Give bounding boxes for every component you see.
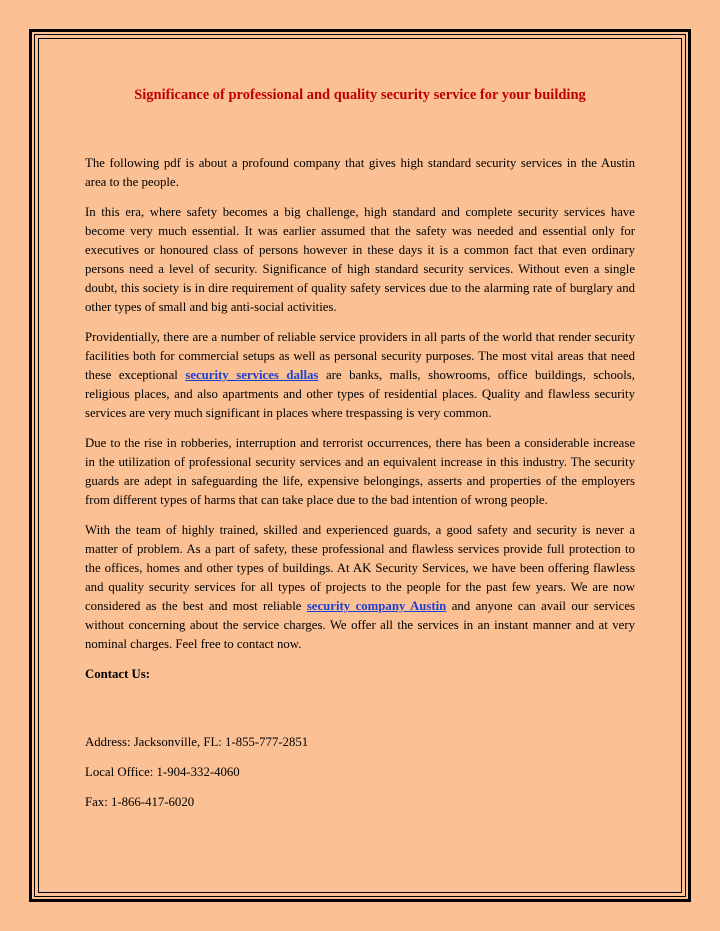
paragraph-intro: The following pdf is about a profound company that gives high standard security services in the Austin area to the people.	[85, 156, 635, 189]
paragraph-team	[85, 521, 635, 654]
security-company-austin-link[interactable]: security company Austin	[306, 599, 447, 613]
paragraph-robberies: Due to the rise in robberies, interruption and terrorist occurrences, there has been a considerable increase in the utilization of professional security services and an equivalent increase in this industry. The security guards are adept in safeguarding the life, expensive belongings, asserts and properties of the employers from different types of harms that can take place due to the bad intention of wrong people.	[85, 436, 635, 507]
contact-fax: Fax: 1-866-417-6020	[85, 795, 195, 809]
paragraph-safety-era: In this era, where safety becomes a big challenge, high standard and complete security services have become very much essential. It was earlier assumed that the safety was needed and essential only for executives or honoured class of persons however in these days it is a common fact that even ordinary persons need a level of security. Significance of high standard security services. Without even a single doubt, this society is in dire requirement of quality safety services due to the alarming rate of burglary and other types of small and big anti-social activities.	[85, 205, 635, 314]
contact-local-office: Local Office: 1-904-332-4060	[85, 765, 240, 779]
paragraph-team-text-2: and anyone can avail our services without concerning about the service charges. We offer all the services in an instant manner and at very nominal charges. Feel free to contact now.	[85, 599, 636, 651]
security-services-dallas-link[interactable]: security services dallas	[185, 368, 319, 382]
contact-heading: Contact Us:	[85, 667, 151, 681]
paragraph-providers-text-2: are banks, malls, showrooms, office buildings, schools, religious places, and also apartments and other types of residential places. Quality and flawless security services are very much significant in places where trespassing is very common.	[85, 368, 635, 420]
paragraph-team-text-1: With the team of highly trained, skilled and experienced guards, a good safety and security is never a matter of problem. As a part of safety, these professional and flawless services provide full protection to the offices, homes and other types of buildings. At AK Security Services, we have been offering flawless and quality security services for all types of projects to the people for the past few years. We are now considered as the best and most reliable	[85, 523, 635, 613]
contact-address: Address: Jacksonville, FL: 1-855-777-2851	[85, 735, 309, 749]
paragraph-providers	[85, 328, 635, 423]
document-body	[85, 85, 635, 823]
paragraph-providers-text-1: Providentially, there are a number of reliable service providers in all parts of the world that render security facilities both for commercial setups as well as personal security purposes. The most vital areas that need these exceptional	[85, 330, 635, 382]
document-title: Significance of professional and quality security service for your building	[134, 87, 586, 103]
